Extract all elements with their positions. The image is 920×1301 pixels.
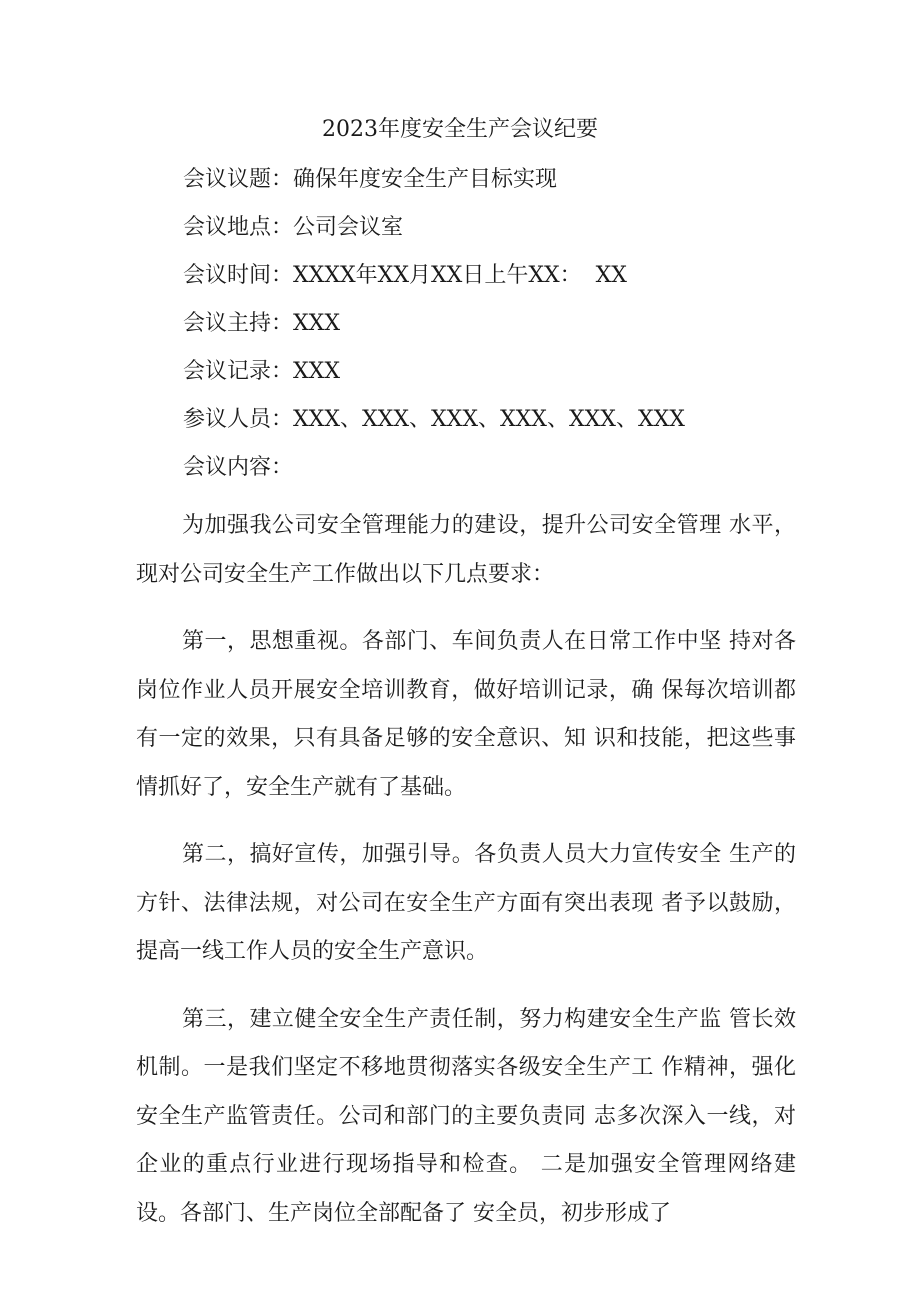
meeting-topic-label: 会议议题：: [183, 167, 294, 192]
meeting-recorder-label: 会议记录：: [183, 359, 294, 384]
meeting-host-label: 会议主持：: [183, 311, 294, 336]
document-title: 2023年度安全生产会议纪要: [322, 117, 598, 142]
meeting-recorder-value: XXX: [293, 359, 341, 384]
meeting-location-label: 会议地点：: [183, 215, 294, 240]
meeting-host-value: XXX: [293, 311, 341, 336]
meeting-time-value: XXXX年XX月XX日上午XX： XX: [293, 263, 627, 288]
meeting-recorder-line: [183, 356, 340, 388]
meeting-attendees-label: 参议人员：: [183, 407, 294, 432]
content-paragraph-first: 第一，思想重视。各部门、车间负责人在日常工作中坚 持对各岗位作业人员开展安全培训教育，做好培训记录，确 保每次培训都有一定的效果，只有具备足够的安全意识、知 识和技能，把这些事情抓好了，安全生产就有了基础。: [136, 629, 796, 800]
meeting-content-label: 会议内容：: [183, 455, 294, 480]
content-paragraph-third: 第三，建立健全安全生产责任制，努力构建安全生产监 管长效机制。一是我们坚定不移地贯彻落实各级安全生产工 作精神，强化安全生产监管责任。公司和部门的主要负责同 志多次深入一线，对企业的重点行业进行现场指导和检查。 二是加强安全管理网络建设。各部门、生产岗位全部配备了 安全员，初步形成了: [136, 1006, 796, 1226]
content-paragraph-second: 第二，搞好宣传，加强引导。各负责人员大力宣传安全 生产的方针、法律法规，对公司在安全生产方面有突出表现 者予以鼓励，提高一线工作人员的安全生产意识。: [136, 842, 796, 964]
meeting-topic-value: 确保年度安全生产目标实现: [293, 167, 558, 192]
meeting-attendees-line: [183, 404, 685, 436]
meeting-time-label: 会议时间：: [183, 263, 294, 288]
meeting-attendees-value: XXX、XXX、XXX、XXX、XXX、XXX: [293, 407, 685, 432]
meeting-topic-line: [183, 164, 557, 196]
meeting-content-body: [136, 502, 796, 1257]
meeting-time-line: [183, 260, 627, 292]
meeting-content-line: [183, 452, 293, 484]
meeting-host-line: [183, 308, 340, 340]
content-paragraph-intro: 为加强我公司安全管理能力的建设，提升公司安全管理 水平，现对公司安全生产工作做出以下几点要求：: [136, 513, 796, 587]
meeting-location-value: 公司会议室: [293, 215, 404, 240]
meeting-location-line: [183, 212, 403, 244]
